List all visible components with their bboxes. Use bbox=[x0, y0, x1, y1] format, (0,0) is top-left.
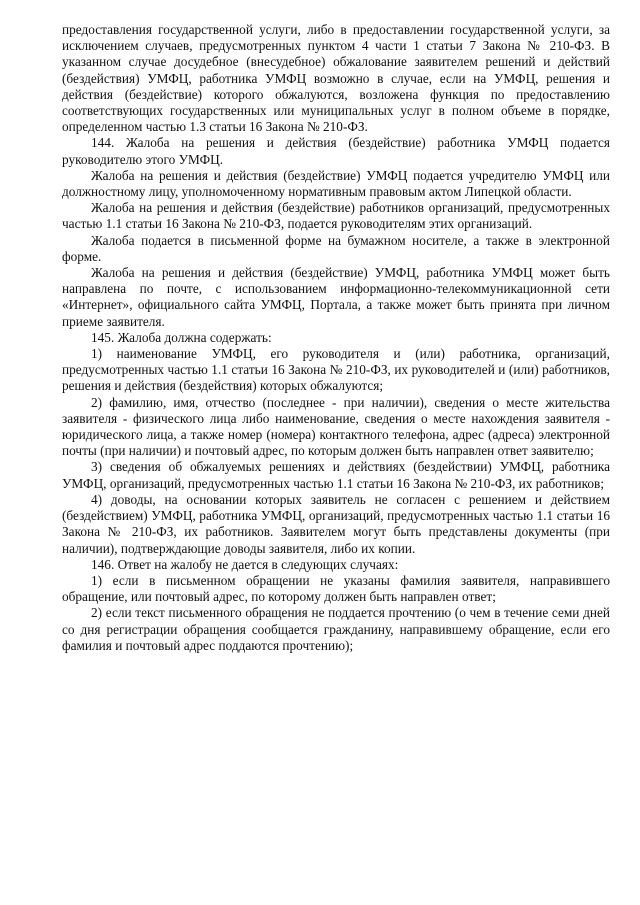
paragraph-complaint-channels: Жалоба на решения и действия (бездействие) УМФЦ, работника УМФЦ может быть направлена по почте, с использованием информационно-телекоммуникационной сети «Интернет», официального сайта УМФЦ, Портала, а также может быть принята при личном приеме заявителя. bbox=[62, 265, 610, 329]
paragraph-146: 146. Ответ на жалобу не дается в следующих случаях: bbox=[91, 556, 399, 572]
paragraph-continuation: предоставления государственной услуги, либо в предоставлении государственной услуги, за исключением случаев, предусмотренных пунктом 4 части 1 статьи 7 Закона № 210-ФЗ. В указанном случае досудебное (внесудебное) обжалование заявителем решений и действий (бездействия) УМФЦ, работника УМФЦ возможно в случае, если на УМФЦ, решения и действия (бездействие) которого обжалуются, возложена функция по предоставлению соответствующих государственных или муниципальных услуг в полном объеме в порядке, определенном частью 1.3 статьи 16 Закона № 210-ФЗ. bbox=[62, 22, 610, 135]
list-item-145-3: 3) сведения об обжалуемых решениях и действиях (бездействии) УМФЦ, работника УМФЦ, организаций, предусмотренных частью 1.1 статьи 16 Закона № 210-ФЗ, их работников; bbox=[62, 459, 610, 491]
document-page bbox=[62, 22, 610, 654]
paragraph-145: 145. Жалоба должна содержать: bbox=[91, 329, 272, 345]
paragraph-complaint-organizations: Жалоба на решения и действия (бездействие) работников организаций, предусмотренных частью 1.1 статьи 16 Закона № 210-ФЗ, подается руководителям этих организаций. bbox=[62, 200, 610, 232]
paragraph-complaint-founder: Жалоба на решения и действия (бездействие) УМФЦ подается учредителю УМФЦ или должностному лицу, уполномоченному нормативным правовым актом Липецкой области. bbox=[62, 167, 610, 200]
paragraph-144: 144. Жалоба на решения и действия (бездействие) работника УМФЦ подается руководителю этого УМФЦ. bbox=[62, 135, 610, 167]
list-item-146-1: 1) если в письменном обращении не указаны фамилия заявителя, направившего обращение, или почтовый адрес, по которому должен быть направлен ответ; bbox=[62, 572, 610, 605]
list-item-145-4: 4) доводы, на основании которых заявитель не согласен с решением и действием (бездействием) УМФЦ, работника УМФЦ, организаций, предусмотренных частью 1.1 статьи 16 Закона № 210-ФЗ, их работников. Заявителем могут быть представлены документы (при наличии), подтверждающие доводы заявителя, либо их копии. bbox=[62, 491, 610, 556]
paragraph-complaint-form: Жалоба подается в письменной форме на бумажном носителе, а также в электронной форме. bbox=[62, 232, 610, 264]
list-item-145-1: 1) наименование УМФЦ, его руководителя и (или) работника, организаций, предусмотренных частью 1.1 статьи 16 Закона № 210-ФЗ, их руководителей и (или) работников, решения и действия (бездействия) которых обжалуются; bbox=[62, 346, 610, 394]
list-item-145-2: 2) фамилию, имя, отчество (последнее - при наличии), сведения о месте жительства заявителя - физического лица либо наименование, сведения о месте нахождения заявителя - юридического лица, а также номер (номера) контактного телефона, адрес (адреса) электронной почты (при наличии) и почтовый адрес, по которым должен быть направлен ответ заявителю; bbox=[62, 394, 610, 459]
list-item-146-2: 2) если текст письменного обращения не поддается прочтению (о чем в течение семи дней со дня регистрации обращения сообщается гражданину, направившему обращение, если его фамилия и почтовый адрес поддаются прочтению); bbox=[62, 605, 610, 653]
